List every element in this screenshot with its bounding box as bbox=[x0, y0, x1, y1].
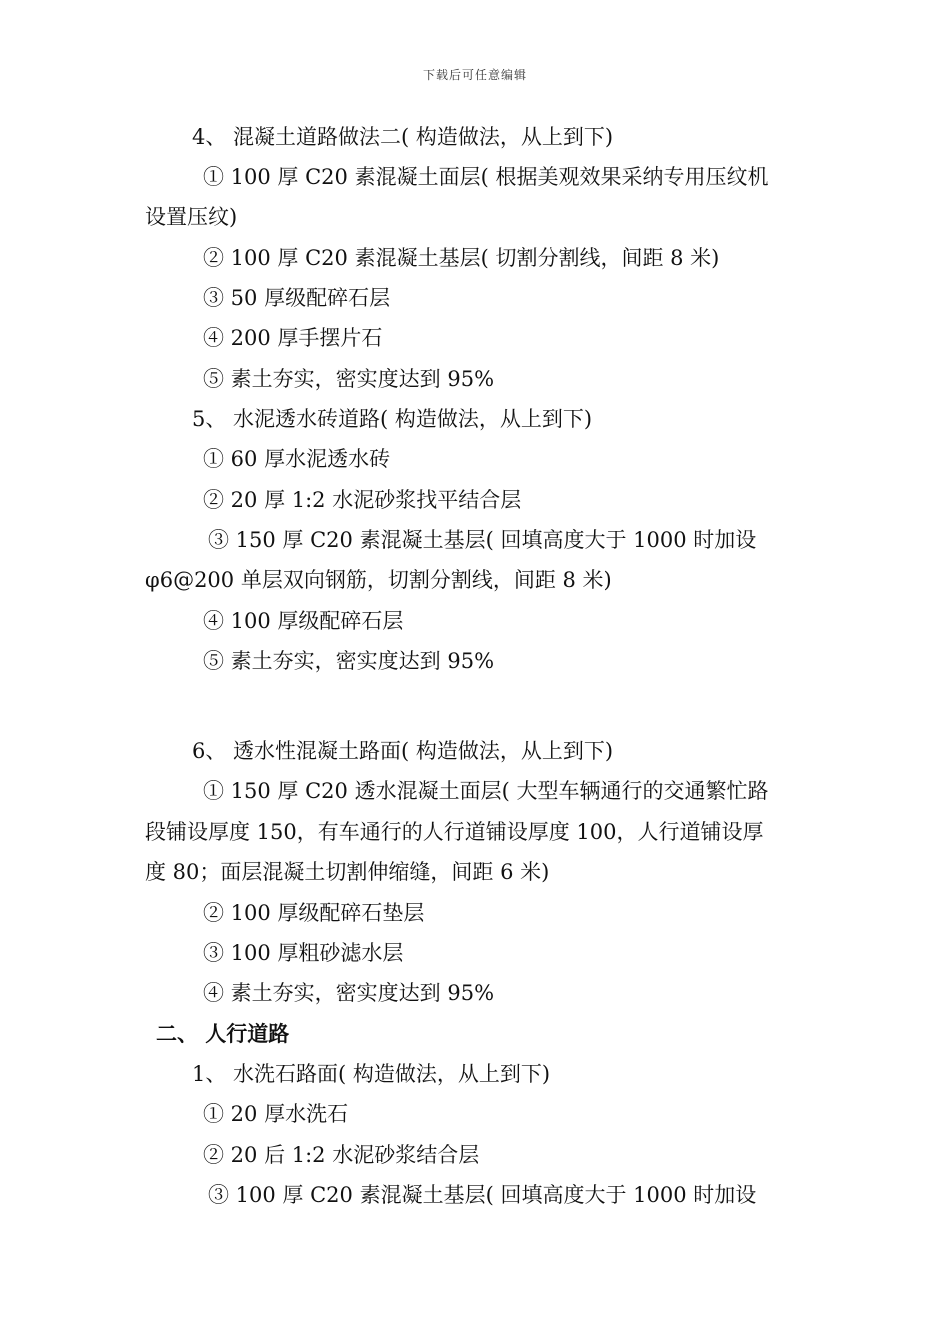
page-header: 下载后可任意编辑 bbox=[422, 68, 527, 82]
section-heading-1: 1、 水洗石路面( 构造做法，从上到下) bbox=[192, 1062, 551, 1086]
list-item: ① 100 厚 C20 素混凝土面层( 根据美观效果采纳专用压纹机 bbox=[203, 165, 769, 189]
list-item: ④ 100 厚级配碎石层 bbox=[203, 609, 404, 633]
list-item-continued: 度 80；面层混凝土切割伸缩缝，间距 6 米) bbox=[145, 860, 550, 884]
list-item-continued: φ6@200 单层双向钢筋，切割分割线，间距 8 米) bbox=[145, 568, 612, 592]
list-item: ③ 100 厚 C20 素混凝土基层( 回填高度大于 1000 时加设 bbox=[208, 1183, 757, 1207]
list-item-continued: 设置压纹) bbox=[145, 205, 238, 229]
list-item: ② 20 后 1:2 水泥砂浆结合层 bbox=[203, 1143, 480, 1167]
section-heading-5: 5、 水泥透水砖道路( 构造做法，从上到下) bbox=[192, 407, 593, 431]
section-heading-6: 6、 透水性混凝土路面( 构造做法，从上到下) bbox=[192, 739, 614, 763]
list-item: ⑤ 素土夯实，密实度达到 95% bbox=[203, 367, 495, 391]
list-item: ① 150 厚 C20 透水混凝土面层( 大型车辆通行的交通繁忙路 bbox=[203, 779, 769, 803]
list-item: ② 100 厚 C20 素混凝土基层( 切割分割线，间距 8 米) bbox=[203, 246, 720, 270]
list-item: ④ 素土夯实，密实度达到 95% bbox=[203, 981, 495, 1005]
chapter-heading: 二、 人行道路 bbox=[156, 1022, 290, 1046]
list-item: ① 20 厚水洗石 bbox=[203, 1102, 349, 1126]
list-item-continued: 段铺设厚度 150，有车通行的人行道铺设厚度 100，人行道铺设厚 bbox=[145, 820, 764, 844]
list-item: ② 100 厚级配碎石垫层 bbox=[203, 901, 425, 925]
list-item: ③ 50 厚级配碎石层 bbox=[203, 286, 391, 310]
section-heading-4: 4、 混凝土道路做法二( 构造做法，从上到下) bbox=[192, 125, 614, 149]
list-item: ① 60 厚水泥透水砖 bbox=[203, 447, 391, 471]
list-item: ⑤ 素土夯实，密实度达到 95% bbox=[203, 649, 495, 673]
list-item: ② 20 厚 1:2 水泥砂浆找平结合层 bbox=[203, 488, 522, 512]
list-item: ④ 200 厚手摆片石 bbox=[203, 326, 383, 350]
list-item: ③ 150 厚 C20 素混凝土基层( 回填高度大于 1000 时加设 bbox=[208, 528, 757, 552]
list-item: ③ 100 厚粗砂滤水层 bbox=[203, 941, 404, 965]
